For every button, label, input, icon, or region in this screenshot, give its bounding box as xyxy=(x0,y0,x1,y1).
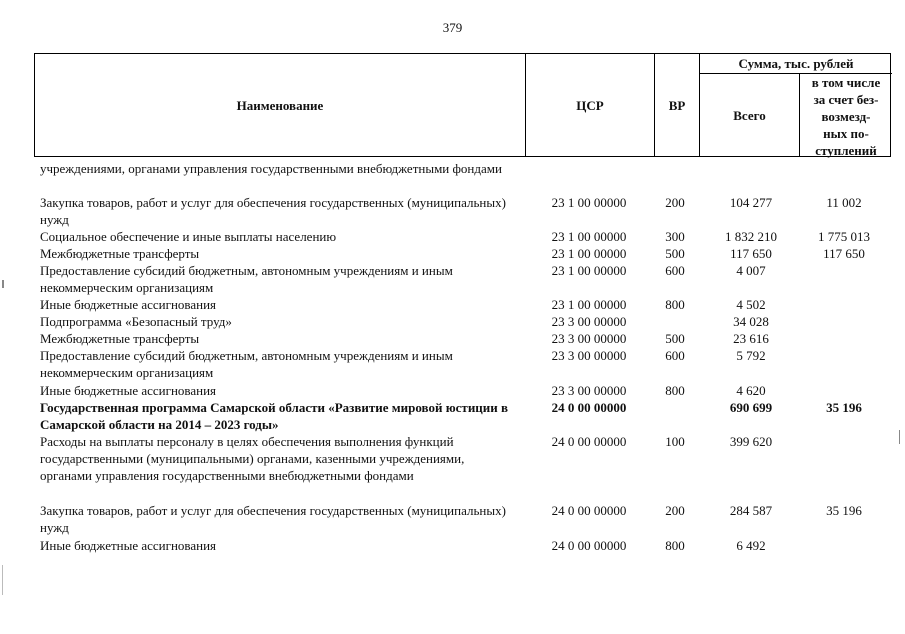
row-total: 690 699 xyxy=(729,400,773,415)
row-name: Предоставление субсидий бюджетным, автономным учреждениям и иным некоммерческим организациям xyxy=(40,263,453,295)
header-gratis-line: за счет без- xyxy=(813,91,879,107)
header-gratis xyxy=(800,74,892,158)
row-csr: 23 3 00 00000 xyxy=(551,383,627,398)
row-csr: 24 0 00 00000 xyxy=(551,503,627,518)
row-vr: 600 xyxy=(665,263,685,278)
row-name: Социальное обеспечение и иные выплаты населению xyxy=(40,229,337,244)
row-vr: 200 xyxy=(665,503,685,518)
row-name: Межбюджетные трансферты xyxy=(40,246,200,261)
scan-speck xyxy=(899,430,900,444)
row-total: 6 492 xyxy=(736,538,766,553)
row-name: Подпрограмма «Безопасный труд» xyxy=(40,314,232,329)
row-total: 5 792 xyxy=(736,348,766,363)
row-vr: 200 xyxy=(665,195,685,210)
row-vr: 500 xyxy=(665,331,685,346)
header-total: Всего xyxy=(733,108,766,123)
row-csr: 23 1 00 00000 xyxy=(551,229,627,244)
row-name: Иные бюджетные ассигнования xyxy=(40,383,217,398)
row-total: 104 277 xyxy=(729,195,773,210)
scan-speck xyxy=(2,565,3,595)
row-vr: 100 xyxy=(665,434,685,449)
row-gratis: 11 002 xyxy=(826,195,862,210)
row-csr: 23 3 00 00000 xyxy=(551,314,627,329)
header-csr: ЦСР xyxy=(576,98,604,113)
row-vr: 500 xyxy=(665,246,685,261)
row-total: 1 832 210 xyxy=(725,229,777,244)
header-gratis-line: ных по- xyxy=(823,125,869,141)
header-gratis-line: ступлений xyxy=(815,142,877,158)
row-gratis: 117 650 xyxy=(823,246,865,261)
row-name: учреждениями, органами управления государственными внебюджетными фондами xyxy=(40,161,502,176)
row-gratis: 35 196 xyxy=(826,400,862,415)
header-gratis-line: возмезд- xyxy=(821,108,871,124)
row-vr: 800 xyxy=(665,538,685,553)
row-name: Закупка товаров, работ и услуг для обеспечения государственных (муниципальных) нужд xyxy=(40,503,506,535)
row-name: Межбюджетные трансферты xyxy=(40,331,200,346)
row-name: Закупка товаров, работ и услуг для обеспечения государственных (муниципальных) нужд xyxy=(40,195,506,227)
row-total: 399 620 xyxy=(729,434,773,449)
page-number: 379 xyxy=(442,20,463,35)
row-total: 4 007 xyxy=(736,263,766,278)
row-total: 284 587 xyxy=(729,503,773,518)
row-csr: 24 0 00 00000 xyxy=(551,400,627,415)
row-total: 34 028 xyxy=(733,314,769,329)
row-csr: 24 0 00 00000 xyxy=(551,434,627,449)
row-vr: 600 xyxy=(665,348,685,363)
row-csr: 24 0 00 00000 xyxy=(551,538,627,553)
row-csr: 23 1 00 00000 xyxy=(551,297,627,312)
row-total: 4 502 xyxy=(736,297,766,312)
row-csr: 23 1 00 00000 xyxy=(551,195,627,210)
header-name: Наименование xyxy=(236,98,324,113)
header-vr: ВР xyxy=(668,98,686,113)
row-total: 23 616 xyxy=(733,331,769,346)
row-name: Иные бюджетные ассигнования xyxy=(40,538,217,553)
row-gratis: 1 775 013 xyxy=(818,229,870,244)
row-vr: 300 xyxy=(665,229,685,244)
row-csr: 23 1 00 00000 xyxy=(551,263,627,278)
row-csr: 23 3 00 00000 xyxy=(551,348,627,363)
row-csr: 23 3 00 00000 xyxy=(551,331,627,346)
row-total: 117 650 xyxy=(730,246,772,261)
row-vr: 800 xyxy=(665,383,685,398)
row-name: Расходы на выплаты персоналу в целях обеспечения выполнения функций государственными (муниципальными) органами, казенными учреждениями, органами управления государственными внебюджетными фондами xyxy=(40,434,465,483)
row-name: Государственная программа Самарской области «Развитие мировой юстиции в Самарской области на 2014 – 2023 годы» xyxy=(40,400,509,432)
row-vr: 800 xyxy=(665,297,685,312)
header-gratis-line: в том числе xyxy=(811,74,881,90)
table-header xyxy=(34,53,891,157)
row-gratis: 35 196 xyxy=(826,503,862,518)
header-sum: Сумма, тыс. рублей xyxy=(738,55,854,71)
row-total: 4 620 xyxy=(736,383,766,398)
row-name: Предоставление субсидий бюджетным, автономным учреждениям и иным некоммерческим организациям xyxy=(40,348,453,380)
scan-speck xyxy=(2,280,4,288)
row-csr: 23 1 00 00000 xyxy=(551,246,627,261)
row-name: Иные бюджетные ассигнования xyxy=(40,297,217,312)
